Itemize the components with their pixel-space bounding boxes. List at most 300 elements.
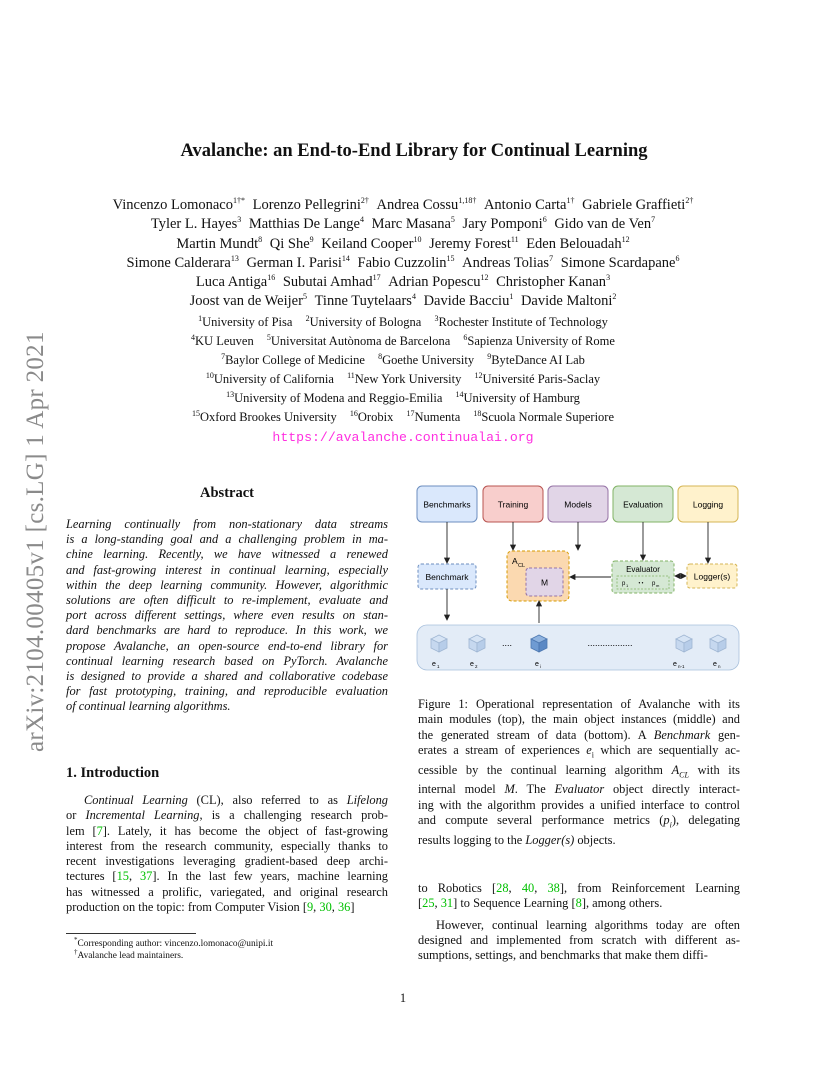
paper-title: Avalanche: an End-to-End Library for Continual Learning bbox=[180, 141, 648, 161]
abstract-line: dard benchmarks are hard to reproduce. In this work, we bbox=[66, 623, 388, 638]
text-run: tectures [ bbox=[66, 869, 117, 884]
arxiv-identifier-stamp: arXiv:2104.00405v1 [cs.LG] 1 Apr 2021 bbox=[22, 331, 49, 752]
author-name: Simone Scardapane bbox=[560, 254, 676, 271]
affiliation-line bbox=[60, 313, 746, 332]
stream-label-en-1: e bbox=[673, 661, 677, 668]
affiliation-name: New York University bbox=[354, 371, 462, 386]
affiliation-name: KU Leuven bbox=[195, 333, 254, 348]
author-affiliation-marks: 16 bbox=[267, 273, 276, 283]
right-column-body bbox=[418, 881, 740, 963]
stream-label-en-1-sub: n-1 bbox=[678, 664, 685, 669]
caption-line bbox=[418, 697, 740, 712]
body-line bbox=[418, 948, 740, 963]
text-run: objects. bbox=[574, 832, 616, 847]
affiliation-name: University of Hamburg bbox=[463, 390, 580, 405]
affiliation-name: University of California bbox=[213, 371, 334, 386]
author-affiliation-marks: 2 bbox=[612, 292, 617, 302]
author-affiliation-marks: 5 bbox=[450, 215, 455, 225]
abstract-line: is a long-standing goal and a challenging problem in ma- bbox=[66, 532, 388, 547]
author-name: Simone Calderara bbox=[126, 254, 231, 271]
footnote-text: Corresponding author: vincenzo.lomonaco@unipi.it bbox=[77, 939, 274, 949]
affiliation-number: 5 bbox=[266, 332, 271, 342]
stream-label-ei: e bbox=[535, 661, 539, 668]
author-name: Vincenzo Lomonaco bbox=[112, 197, 233, 213]
body-line bbox=[418, 918, 740, 933]
citation-link[interactable]: 28 bbox=[496, 881, 509, 895]
text-run: results logging to the bbox=[418, 832, 526, 847]
text-run: production on the topic: from Computer Vision [ bbox=[66, 900, 307, 915]
author-affiliation-marks: 6 bbox=[675, 254, 680, 264]
author-name: Joost van de Weijer bbox=[189, 293, 303, 310]
module-logging-box bbox=[678, 486, 738, 522]
metric-dots: • • bbox=[638, 580, 644, 587]
author-affiliation-marks: 12 bbox=[621, 234, 630, 244]
abstract-line: within the deep learning community. However, algorithmic bbox=[66, 577, 388, 592]
text-run: recent investigations leveraging gradient-based deep archi- bbox=[66, 854, 388, 869]
abstract-line: is designed to provide a shared and collaborative codebase bbox=[66, 669, 388, 684]
author-list bbox=[40, 196, 766, 312]
author bbox=[246, 255, 349, 271]
author-name: Antonio Carta bbox=[483, 197, 567, 213]
author-affiliation-marks: 11 bbox=[510, 234, 519, 244]
text-run: Logger(s) bbox=[525, 832, 575, 847]
benchmark-instance-box bbox=[418, 564, 476, 589]
author-name: Luca Antiga bbox=[195, 274, 268, 291]
module-training-label: Training bbox=[497, 499, 529, 510]
introduction-line bbox=[66, 869, 388, 884]
author-name: Matthias De Lange bbox=[248, 216, 360, 233]
citation-link[interactable]: 8 bbox=[575, 896, 582, 911]
text-run: with its bbox=[688, 762, 741, 777]
text-run: ing with the algorithm provides a unified interface to control bbox=[418, 797, 740, 812]
author bbox=[270, 236, 314, 252]
author bbox=[462, 255, 553, 271]
author-name: Gido van de Ven bbox=[554, 216, 652, 233]
affiliation-line bbox=[60, 389, 746, 408]
text-run: ] bbox=[350, 900, 355, 915]
affiliation-number: 8 bbox=[378, 351, 383, 361]
affiliation bbox=[347, 372, 461, 386]
author bbox=[283, 274, 381, 290]
introduction-heading: 1. Introduction bbox=[66, 765, 160, 781]
author-name: German I. Parisi bbox=[246, 254, 342, 271]
module-evaluation-box bbox=[613, 486, 673, 522]
evaluator-label: Evaluator bbox=[626, 565, 660, 574]
affiliation-number: 18 bbox=[473, 408, 482, 418]
text-run: , bbox=[508, 881, 522, 895]
footnote-text: Avalanche lead maintainers. bbox=[77, 951, 184, 962]
author-name: Andrea Cossu bbox=[376, 197, 459, 213]
author bbox=[424, 293, 514, 309]
author-name: Marc Masana bbox=[371, 216, 451, 233]
text-run: Lifelong bbox=[346, 793, 388, 807]
strategy-label: A bbox=[512, 556, 518, 566]
author-affiliation-marks: 7 bbox=[651, 215, 656, 225]
author bbox=[429, 236, 518, 252]
experience-cube-i bbox=[531, 635, 547, 652]
affiliation-name: Universitat Autònoma de Barcelona bbox=[270, 333, 451, 348]
text-run: (CL), also referred to as bbox=[187, 793, 347, 807]
author-affiliation-marks: 3 bbox=[606, 273, 611, 283]
author bbox=[526, 236, 629, 252]
author bbox=[521, 293, 616, 309]
author-affiliation-marks: 17 bbox=[372, 273, 381, 283]
author-name: Gabriele Graffieti bbox=[582, 197, 686, 213]
abstract-line: continual learning research based on PyTorch. Avalanche bbox=[66, 653, 388, 668]
author-name: Keiland Cooper bbox=[321, 235, 414, 252]
figure-1-caption bbox=[418, 697, 740, 848]
page-number: 1 bbox=[399, 991, 407, 1005]
text-run: p bbox=[663, 813, 670, 828]
author bbox=[582, 197, 693, 213]
author-name: Martin Mundt bbox=[176, 235, 259, 252]
caption-line bbox=[418, 763, 740, 783]
author-affiliation-marks: 12 bbox=[480, 273, 489, 283]
affiliation-number: 9 bbox=[487, 351, 492, 361]
introduction-line bbox=[66, 900, 388, 915]
text-run: ] to Sequence Learning [ bbox=[453, 896, 576, 911]
stream-label-en: e bbox=[713, 661, 717, 668]
citation-link[interactable]: 30 bbox=[319, 900, 332, 915]
caption-line bbox=[418, 798, 740, 813]
text-run: Incremental Learning bbox=[85, 808, 200, 823]
module-benchmarks-label: Benchmarks bbox=[423, 499, 471, 510]
author bbox=[358, 255, 455, 271]
footnote bbox=[66, 950, 396, 962]
affiliation-number: 15 bbox=[191, 408, 200, 418]
text-run: has witnessed a prolific, variegated, and original research bbox=[66, 884, 388, 899]
affiliation bbox=[487, 353, 585, 367]
author-name: Subutai Amhad bbox=[282, 274, 373, 291]
author-affiliation-marks: 8 bbox=[258, 234, 263, 244]
author-name: Tinne Tuytelaars bbox=[314, 293, 412, 310]
text-run: to Robotics [ bbox=[418, 881, 497, 895]
affiliation-number: 13 bbox=[226, 389, 235, 399]
caption-line bbox=[418, 743, 740, 763]
affiliation bbox=[306, 315, 422, 329]
author bbox=[127, 255, 239, 271]
text-run: Benchmark bbox=[653, 727, 711, 742]
text-run: which are sequentially ac- bbox=[593, 742, 741, 757]
affiliation-name: Université Paris-Saclay bbox=[482, 371, 601, 386]
author-affiliation-marks: 1† bbox=[566, 196, 575, 206]
author-affiliation-marks: 15 bbox=[446, 254, 455, 264]
text-run: ], among others. bbox=[581, 896, 663, 911]
text-run: object directly interact- bbox=[604, 782, 740, 797]
author bbox=[561, 255, 680, 271]
author bbox=[249, 216, 364, 232]
stream-dots-long: .................. bbox=[587, 638, 633, 648]
affiliation bbox=[475, 372, 601, 386]
author bbox=[176, 236, 262, 252]
affiliation-number: 17 bbox=[406, 408, 415, 418]
affiliation bbox=[473, 410, 614, 424]
logger-label: Logger(s) bbox=[693, 571, 731, 582]
affiliation-name: University of Modena and Reggio-Emilia bbox=[234, 390, 443, 405]
abstract-line: chine learning. Recently, we have witnessed a renewed bbox=[66, 547, 388, 562]
metric-first-subscript: 1 bbox=[626, 583, 629, 588]
author-name: Davide Bacciu bbox=[423, 293, 510, 310]
text-run: However, continual learning algorithms today are often bbox=[436, 917, 740, 932]
experience-cube-2 bbox=[469, 635, 485, 652]
citation-link[interactable]: 37 bbox=[139, 869, 153, 884]
affiliation bbox=[191, 334, 254, 348]
footnote-mark: † bbox=[74, 948, 78, 957]
text-run: , bbox=[434, 896, 441, 911]
text-run: ], from Reinforcement Learning bbox=[559, 881, 740, 895]
author-name: Fabio Cuzzolin bbox=[357, 254, 447, 271]
abstract-body bbox=[66, 517, 388, 715]
stream-label-ei-sub: i bbox=[540, 664, 541, 669]
author-line bbox=[40, 235, 766, 254]
affiliation bbox=[206, 372, 334, 386]
affiliation-number: 14 bbox=[455, 389, 464, 399]
citation-link[interactable]: 25 bbox=[422, 896, 435, 911]
author-affiliation-marks: 13 bbox=[230, 254, 239, 264]
author-affiliation-marks: 4 bbox=[411, 292, 416, 302]
author bbox=[113, 197, 245, 213]
abstract-line: Learning continually from non-stationary data streams bbox=[66, 517, 388, 531]
affiliation-name: Oxford Brookes University bbox=[199, 409, 337, 424]
text-run: lem [ bbox=[66, 823, 97, 838]
affiliation-number: 10 bbox=[205, 370, 214, 380]
affiliation-line bbox=[60, 370, 746, 389]
author-line bbox=[40, 273, 766, 292]
author bbox=[388, 274, 488, 290]
author-affiliation-marks: 10 bbox=[413, 234, 422, 244]
caption-line bbox=[418, 813, 740, 833]
text-run: interest from the research community, especially thanks to bbox=[66, 838, 388, 853]
author-name: Andreas Tolias bbox=[462, 254, 550, 271]
affiliation bbox=[226, 391, 442, 405]
introduction-line bbox=[66, 839, 388, 854]
author-name: Tyler L. Hayes bbox=[150, 216, 238, 233]
author-name: Eden Belouadah bbox=[526, 235, 622, 252]
citation-link[interactable]: 36 bbox=[337, 900, 351, 915]
stream-dots-short: .... bbox=[501, 638, 513, 648]
affiliation bbox=[434, 315, 607, 329]
footnote-mark: * bbox=[74, 935, 78, 944]
affiliation-name: Orobix bbox=[357, 409, 394, 424]
text-run: and compute several performance metrics ( bbox=[418, 813, 664, 828]
experience-cube-n bbox=[710, 635, 726, 652]
text-run: Continual Learning bbox=[84, 793, 188, 807]
module-evaluation-label: Evaluation bbox=[623, 499, 663, 510]
affiliation-name: University of Bologna bbox=[309, 315, 422, 329]
author bbox=[315, 293, 416, 309]
citation-link[interactable]: 31 bbox=[440, 896, 454, 911]
model-label: M bbox=[540, 577, 549, 588]
author bbox=[463, 216, 547, 232]
affiliation-name: Numenta bbox=[414, 409, 461, 424]
strategy-subscript: CL bbox=[518, 563, 526, 569]
author bbox=[253, 197, 369, 213]
text-run: Figure 1: Operational representation of Avalanche with its bbox=[418, 697, 740, 711]
abstract-line: solutions are often difficult to re-implement, evaluate and bbox=[66, 593, 388, 608]
text-run: [ bbox=[418, 896, 423, 911]
text-run: , bbox=[128, 869, 140, 884]
abstract-line: propose Avalanche, an open-source end-to-end library for bbox=[66, 638, 388, 653]
author-affiliation-marks: 5 bbox=[302, 292, 307, 302]
metric-last-subscript: m bbox=[656, 583, 660, 588]
logger-instance-box bbox=[687, 564, 737, 588]
affiliation-list bbox=[60, 313, 746, 426]
author-name: Adrian Popescu bbox=[388, 274, 481, 291]
evaluator-instance-box bbox=[612, 561, 674, 593]
introduction-line bbox=[66, 854, 388, 869]
affiliation bbox=[406, 410, 460, 424]
affiliation-name: Scuola Normale Superiore bbox=[481, 409, 615, 424]
citation-link[interactable]: 15 bbox=[116, 869, 129, 884]
affiliation-line bbox=[60, 332, 746, 351]
experience-cube-1 bbox=[431, 635, 447, 652]
author-line bbox=[40, 292, 766, 311]
affiliation-name: ByteDance AI Lab bbox=[491, 352, 585, 367]
author-line bbox=[40, 215, 766, 234]
affiliation bbox=[267, 334, 450, 348]
author-name: Jeremy Forest bbox=[429, 235, 511, 252]
author bbox=[196, 274, 275, 290]
affiliation-number: 11 bbox=[347, 370, 355, 380]
affiliation-line bbox=[60, 351, 746, 370]
author-affiliation-marks: 6 bbox=[542, 215, 547, 225]
body-line bbox=[418, 881, 740, 896]
caption-line bbox=[418, 712, 740, 727]
author bbox=[554, 216, 655, 232]
affiliation-line bbox=[60, 408, 746, 427]
abstract-line: and fast-growing interest in continual learning, especially bbox=[66, 562, 388, 577]
author-name: Christopher Kanan bbox=[496, 274, 607, 291]
caption-line bbox=[418, 833, 740, 848]
introduction-line bbox=[66, 824, 388, 839]
author-affiliation-marks: 4 bbox=[359, 215, 364, 225]
affiliation-name: Goethe University bbox=[382, 352, 475, 367]
author-name: Qi She bbox=[269, 235, 310, 252]
footnote-divider bbox=[66, 933, 196, 934]
text-run: M bbox=[504, 782, 515, 797]
benchmark-instance-label: Benchmark bbox=[425, 572, 469, 582]
author-affiliation-marks: 2† bbox=[685, 196, 694, 206]
abstract-line: port across different settings, where even results on stan- bbox=[66, 608, 388, 623]
module-models-label: Models bbox=[564, 499, 592, 510]
affiliation-number: 3 bbox=[434, 313, 439, 323]
footnote bbox=[66, 935, 396, 950]
introduction-line bbox=[66, 793, 388, 808]
stream-label-e2-sub: 2 bbox=[475, 664, 478, 669]
text-run: , bbox=[313, 900, 320, 915]
abstract-line: for fast prototyping, training, and reproducible evaluation bbox=[66, 684, 388, 699]
module-benchmarks-box bbox=[417, 486, 477, 522]
text-run: Evaluator bbox=[554, 782, 605, 797]
stream-label-e1-sub: 1 bbox=[437, 664, 440, 669]
citation-link[interactable]: 7 bbox=[96, 823, 103, 838]
affiliation bbox=[378, 353, 474, 367]
text-run: or bbox=[66, 808, 86, 823]
footnotes bbox=[66, 935, 396, 963]
introduction-body bbox=[66, 793, 388, 915]
author-line bbox=[40, 254, 766, 273]
abstract-line: of continual learning algorithms. bbox=[66, 699, 231, 714]
caption-line bbox=[418, 728, 740, 743]
author-affiliation-marks: 9 bbox=[309, 234, 314, 244]
author-affiliation-marks: 1,18† bbox=[458, 196, 477, 206]
affiliation-name: Baylor College of Medicine bbox=[225, 352, 365, 367]
text-run: designed and implemented from scratch with different as- bbox=[418, 932, 740, 947]
text-run: sumptions, settings, and benchmarks that make them diffi- bbox=[418, 948, 708, 963]
text-run: ), delegating bbox=[671, 813, 740, 828]
affiliation bbox=[456, 391, 580, 405]
author bbox=[321, 236, 421, 252]
figure-1-diagram bbox=[414, 480, 744, 675]
author bbox=[372, 216, 455, 232]
metric-last-label: p bbox=[652, 581, 656, 587]
metric-first-label: p bbox=[622, 581, 626, 587]
body-line bbox=[418, 896, 740, 911]
introduction-line bbox=[66, 885, 388, 900]
author-name: Lorenzo Pellegrini bbox=[252, 197, 361, 213]
text-run: , is a challenging research prob- bbox=[199, 808, 388, 823]
citation-link[interactable]: 38 bbox=[547, 881, 560, 895]
author-affiliation-marks: 3 bbox=[237, 215, 242, 225]
text-run: ]. In the last few years, machine learning bbox=[152, 869, 388, 884]
introduction-line bbox=[66, 808, 388, 823]
text-run: cessible by the continual learning algorithm bbox=[418, 762, 672, 777]
affiliation-number: 1 bbox=[198, 313, 203, 323]
author-name: Jary Pomponi bbox=[462, 216, 543, 233]
author bbox=[484, 197, 575, 213]
affiliation-name: Sapienza University of Rome bbox=[467, 333, 615, 348]
author-affiliation-marks: 7 bbox=[549, 254, 554, 264]
author-line bbox=[40, 196, 766, 215]
text-run: internal model bbox=[418, 782, 505, 797]
body-line bbox=[418, 933, 740, 948]
subscript: i bbox=[669, 820, 672, 830]
author bbox=[151, 216, 241, 232]
text-run: erates a stream of experiences bbox=[418, 742, 587, 757]
author bbox=[190, 293, 307, 309]
text-run: the generated stream of data (bottom). A bbox=[418, 727, 654, 742]
module-models-box bbox=[548, 486, 608, 522]
citation-link[interactable]: 9 bbox=[306, 900, 314, 915]
author-affiliation-marks: 2† bbox=[360, 196, 369, 206]
text-run: . The bbox=[514, 782, 555, 797]
module-training-box bbox=[483, 486, 543, 522]
text-run: , bbox=[331, 900, 338, 915]
stream-label-e2: e bbox=[470, 661, 474, 668]
stream-label-e1: e bbox=[432, 661, 436, 668]
caption-line bbox=[418, 782, 740, 797]
text-run: e bbox=[586, 742, 592, 757]
affiliation bbox=[463, 334, 615, 348]
affiliation bbox=[350, 410, 393, 424]
project-url-link[interactable]: https://avalanche.continualai.org bbox=[272, 430, 534, 445]
author-affiliation-marks: 1†* bbox=[232, 196, 245, 206]
affiliation bbox=[198, 315, 292, 329]
author-affiliation-marks: 14 bbox=[341, 254, 350, 264]
module-logging-label: Logging bbox=[692, 499, 724, 510]
author bbox=[496, 274, 610, 290]
model-instance-box bbox=[526, 568, 563, 596]
citation-link[interactable]: 40 bbox=[521, 881, 535, 895]
affiliation-number: 7 bbox=[221, 351, 226, 361]
affiliation-number: 12 bbox=[474, 370, 483, 380]
stream-label-en-sub: n bbox=[718, 664, 721, 669]
text-run: , bbox=[534, 881, 548, 895]
subscript: i bbox=[591, 750, 594, 760]
affiliation-name: University of Pisa bbox=[202, 315, 293, 329]
affiliation-number: 2 bbox=[305, 313, 310, 323]
affiliation bbox=[192, 410, 337, 424]
